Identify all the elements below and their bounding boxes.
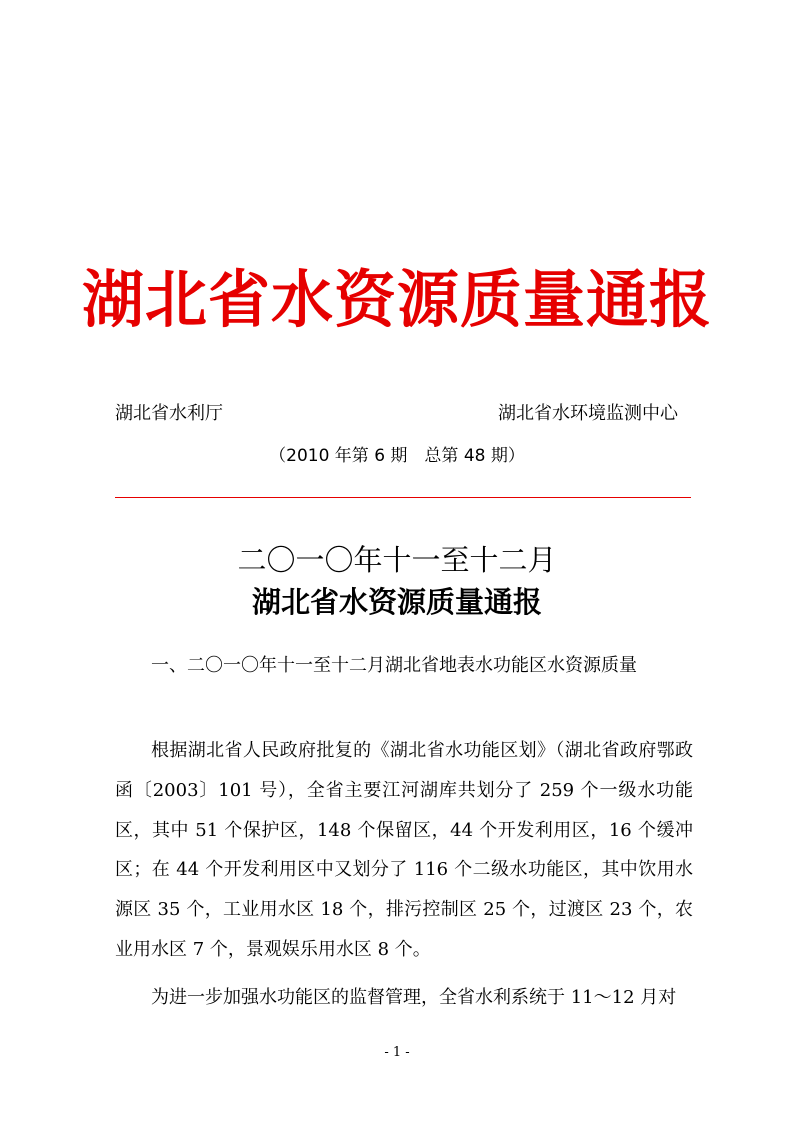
- page-number: - 1 -: [384, 1045, 410, 1060]
- issue-number: （2010 年第 6 期 总第 48 期）: [269, 446, 525, 466]
- paragraph-supervision: 为进一步加强水功能区的监督管理，全省水利系统于 11～12 月对: [151, 987, 677, 1008]
- issuer-water-environment-monitoring-center: 湖北省水环境监测中心: [498, 403, 678, 424]
- document-title-line-1: 二〇一〇年十一至十二月: [237, 543, 557, 577]
- section-heading: 一、二〇一〇年十一至十二月湖北省地表水功能区水资源质量: [151, 655, 637, 676]
- document-title-line-2: 湖北省水资源质量通报: [251, 585, 542, 619]
- paragraph-water-function-zones: 根据湖北省人民政府批复的《湖北省水功能区划》（湖北省政府鄂政函〔2003〕101 号），全省主要江河湖库共划分了 259 个一级水功能区，其中 51 个保护区，148 个保留区，44 个开发利用区，16 个缓冲区；在 44 个开发利用区中又划分了 116 个二级水功能区，其中饮用水源区 35 个，工业用水区 18 个，排污控制区 25 个，过渡区 23 个，农业用水区 7 个，景观娱乐用水区 8 个。: [115, 740, 693, 960]
- masthead-title: 湖北省水资源质量通报: [81, 263, 712, 336]
- issuer-water-resources-department: 湖北省水利厅: [115, 403, 223, 424]
- red-divider-line: [115, 497, 691, 498]
